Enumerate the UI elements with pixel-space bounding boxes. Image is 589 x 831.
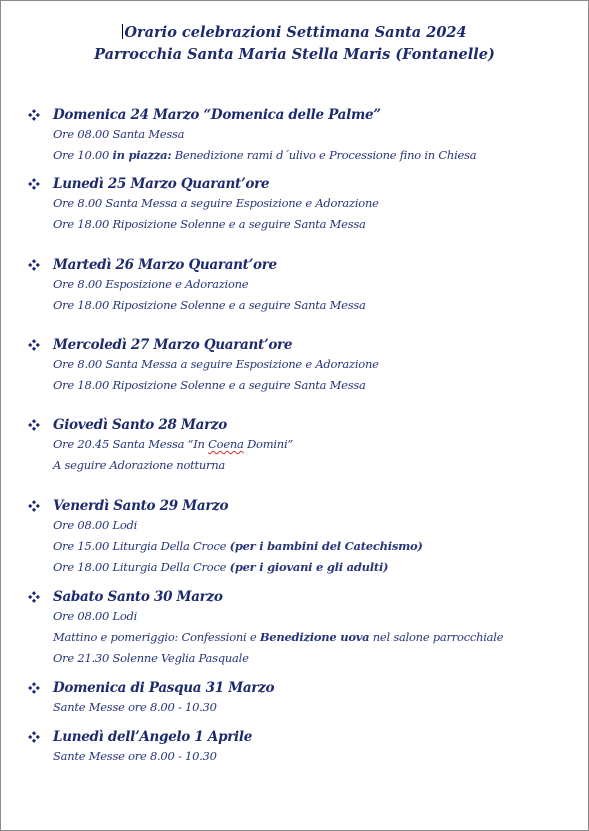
bold-note: Benedizione uova xyxy=(259,630,370,644)
day-heading: Lunedì 25 Marzo Quarant’ore xyxy=(53,176,270,192)
line-text: Ore 18.00 Liturgia Della Croce xyxy=(53,560,230,574)
spellcheck-word: Coena xyxy=(208,437,244,451)
four-diamond-bullet-icon xyxy=(28,731,40,743)
bold-note: (per i giovani e gli adulti) xyxy=(229,560,389,574)
line-text: Ore 10.00 xyxy=(53,148,113,162)
bold-note: (per i bambini del Catechismo) xyxy=(229,539,423,553)
schedule-line xyxy=(53,630,503,644)
day-heading: Mercoledì 27 Marzo Quarant’ore xyxy=(53,337,293,353)
four-diamond-bullet-icon xyxy=(28,682,40,694)
schedule-line: Sante Messe ore 8.00 - 10.30 xyxy=(53,749,217,763)
line-text: nel salone parrocchiale xyxy=(369,630,504,644)
schedule-line: Ore 08.00 Lodi xyxy=(53,609,138,623)
schedule-line xyxy=(53,437,293,451)
schedule-line: A seguire Adorazione notturna xyxy=(53,458,226,472)
schedule-line: Ore 08.00 Santa Messa xyxy=(53,127,185,141)
title-line-1: Orario celebrazioni Settimana Santa 2024 xyxy=(124,24,467,41)
line-text: Mattino e pomeriggio: Confessioni e xyxy=(53,630,260,644)
day-heading: Domenica di Pasqua 31 Marzo xyxy=(53,680,275,696)
line-text: Benedizione rami d´ulivo e Processione fino in Chiesa xyxy=(171,148,477,162)
four-diamond-bullet-icon xyxy=(28,591,40,603)
day-heading: Martedì 26 Marzo Quarant’ore xyxy=(53,257,277,273)
day-heading: Sabato Santo 30 Marzo xyxy=(53,589,223,605)
schedule-line: Sante Messe ore 8.00 - 10.30 xyxy=(53,700,217,714)
line-text: Ore 15.00 Liturgia Della Croce xyxy=(53,539,230,553)
schedule-line xyxy=(53,539,423,553)
schedule-line: Ore 18.00 Riposizione Solenne e a seguire Santa Messa xyxy=(53,298,366,312)
schedule-line xyxy=(53,560,388,574)
document-subtitle: Parrocchia Santa Maria Stella Maris (Fontanelle) xyxy=(94,46,495,63)
four-diamond-bullet-icon xyxy=(28,259,40,271)
schedule-line: Ore 08.00 Lodi xyxy=(53,518,138,532)
schedule-line: Ore 21.30 Solenne Veglia Pasquale xyxy=(53,651,249,665)
day-heading: Domenica 24 Marzo “Domenica delle Palme” xyxy=(53,107,381,123)
four-diamond-bullet-icon xyxy=(28,178,40,190)
day-heading: Venerdì Santo 29 Marzo xyxy=(53,498,229,514)
document-title xyxy=(1,24,588,41)
schedule-line: Ore 18.00 Riposizione Solenne e a seguire Santa Messa xyxy=(53,217,366,231)
schedule-line: Ore 8.00 Esposizione e Adorazione xyxy=(53,277,249,291)
schedule-line: Ore 8.00 Santa Messa a seguire Esposizione e Adorazione xyxy=(53,196,379,210)
line-text: Domini” xyxy=(243,437,294,451)
bold-note: in piazza: xyxy=(112,148,172,162)
four-diamond-bullet-icon xyxy=(28,109,40,121)
four-diamond-bullet-icon xyxy=(28,419,40,431)
day-heading: Lunedì dell’Angelo 1 Aprile xyxy=(53,729,252,745)
schedule-line: Ore 8.00 Santa Messa a seguire Esposizione e Adorazione xyxy=(53,357,379,371)
line-text: Ore 20.45 Santa Messa “In xyxy=(53,437,209,451)
four-diamond-bullet-icon xyxy=(28,500,40,512)
schedule-line xyxy=(53,148,476,162)
day-heading: Giovedì Santo 28 Marzo xyxy=(53,417,227,433)
four-diamond-bullet-icon xyxy=(28,339,40,351)
schedule-line: Ore 18.00 Riposizione Solenne e a seguire Santa Messa xyxy=(53,378,366,392)
